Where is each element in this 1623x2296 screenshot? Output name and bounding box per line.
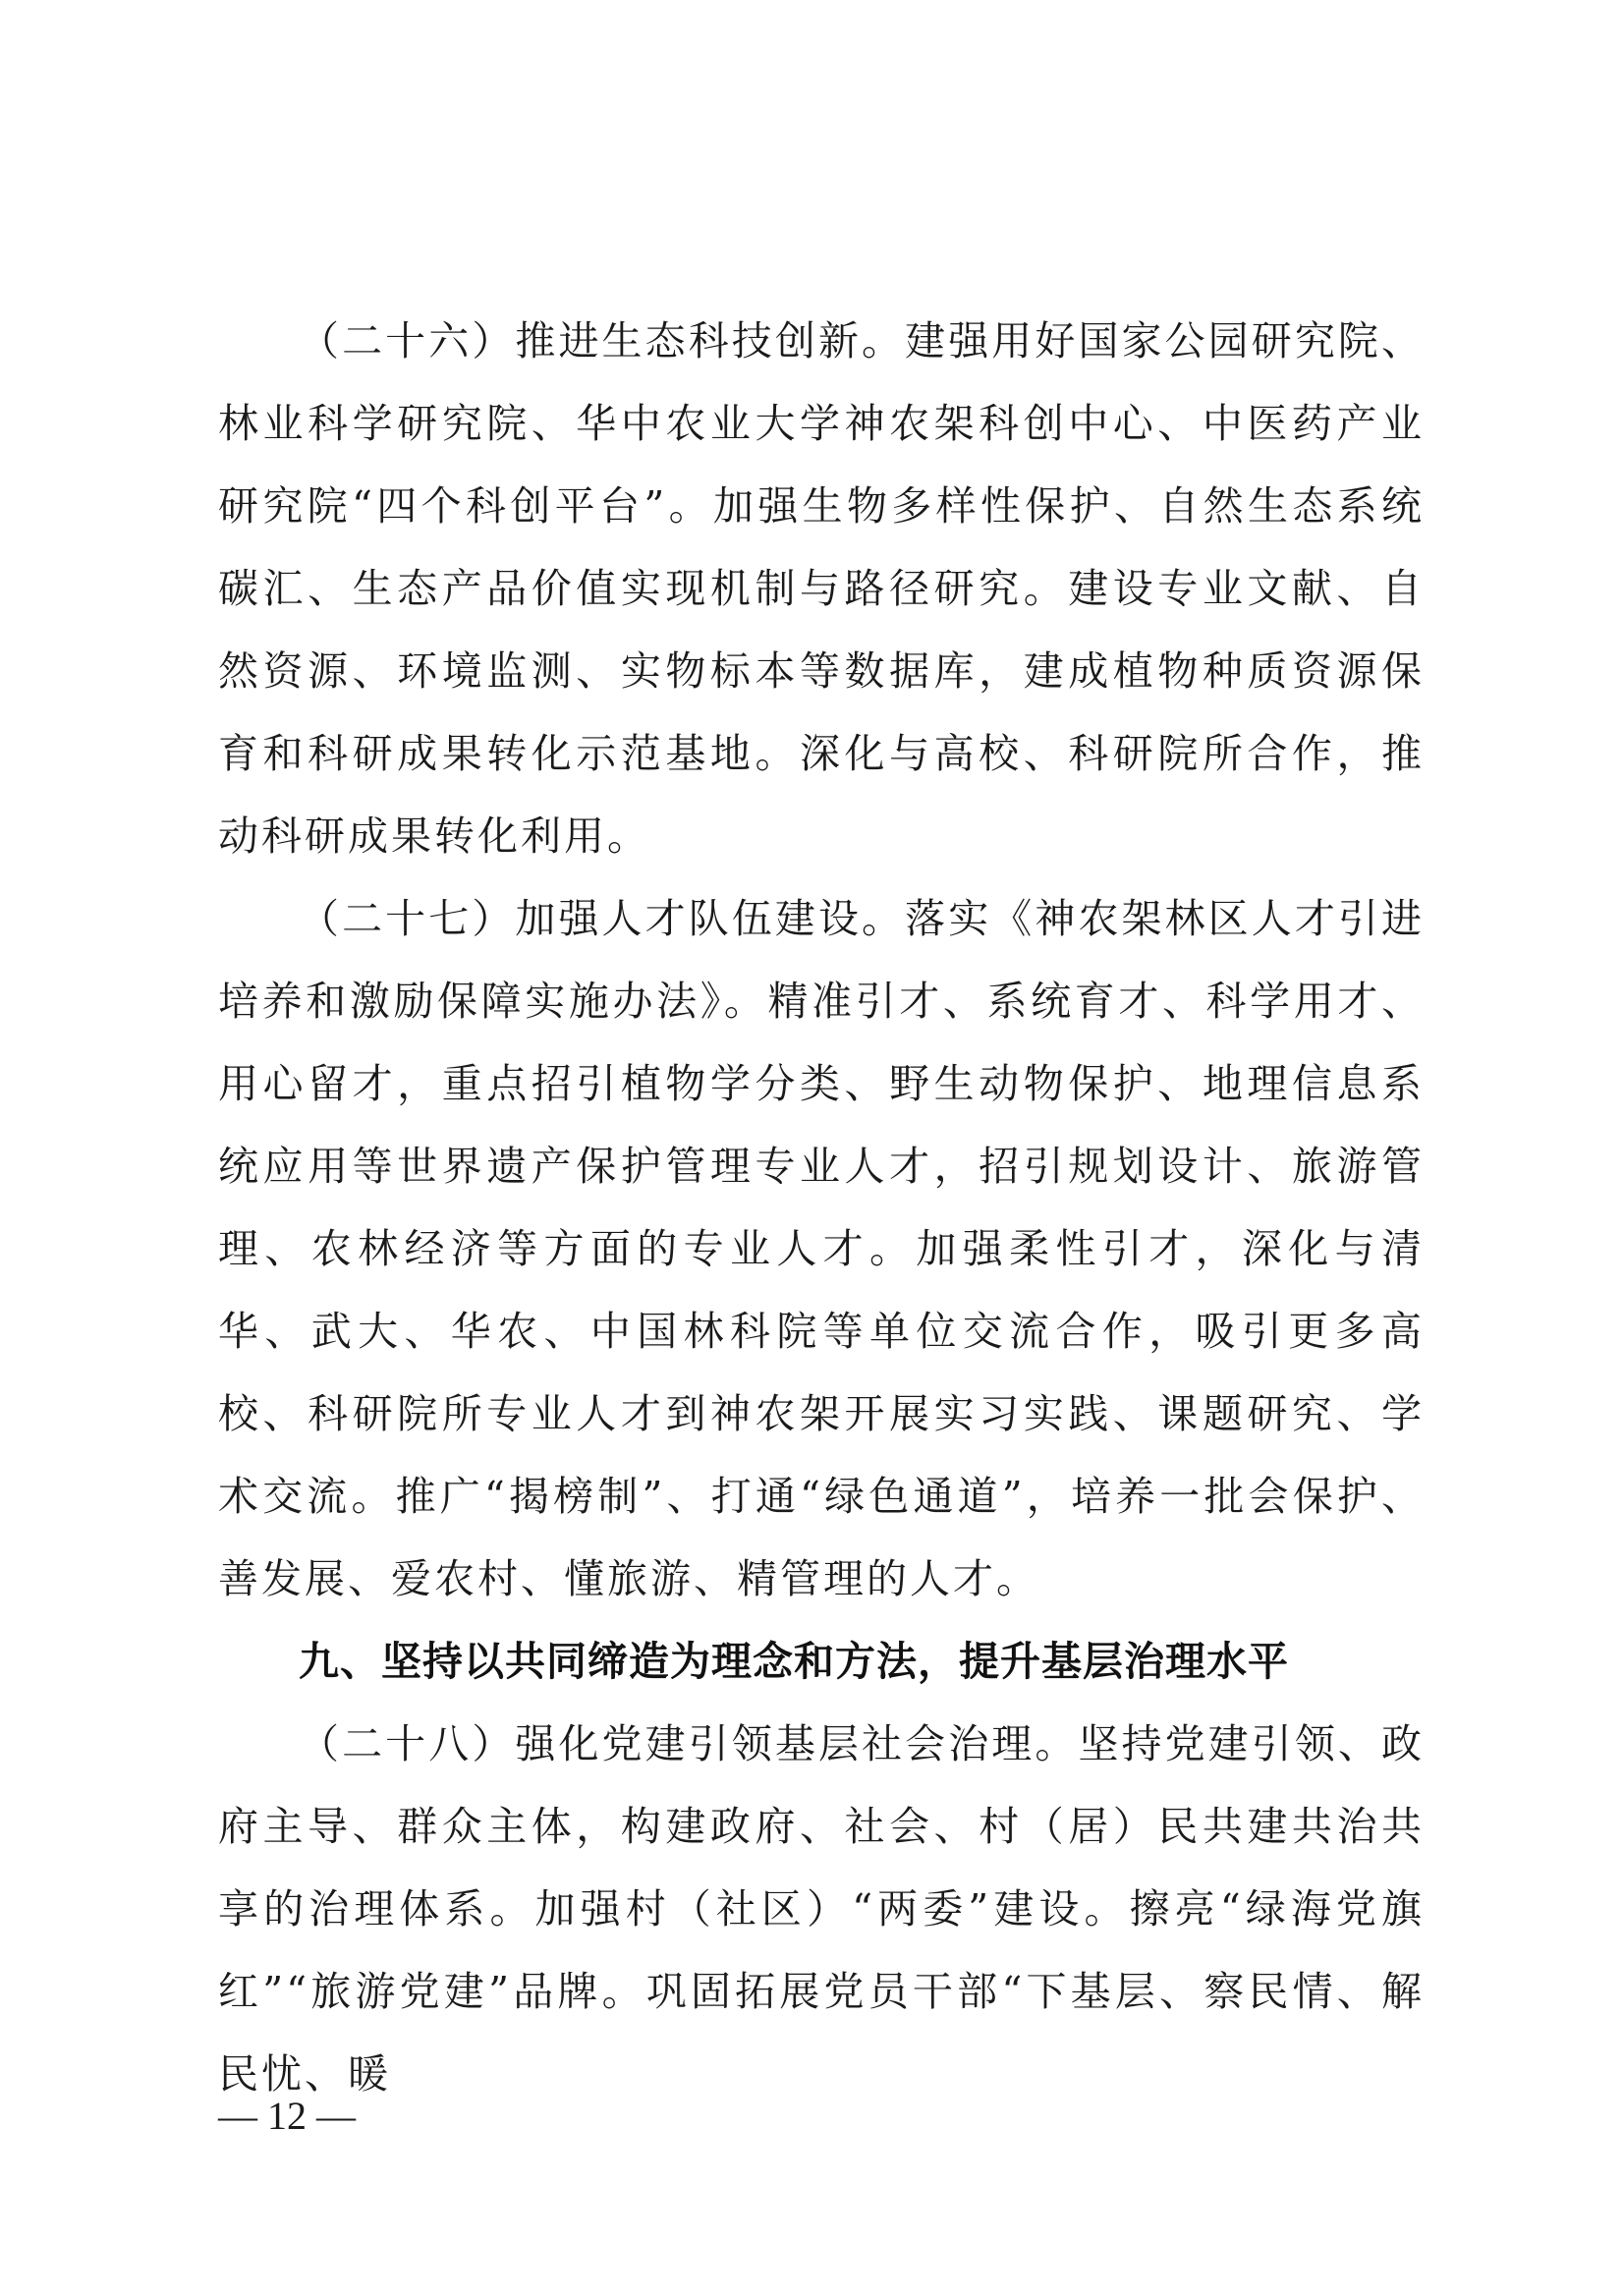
section-heading-9: 九、坚持以共同缔造为理念和方法，提升基层治理水平	[299, 1638, 1289, 1685]
document-body	[218, 300, 1425, 2115]
paragraph-26: （二十六）推进生态科技创新。建强用好国家公园研究院、林业科学研究院、华中农业大学神农架科创中心、中医药产业研究院“四个科创平台”。加强生物多样性保护、自然生态系统碳汇、生态产品价值实现机制与路径研究。建设专业文献、自然资源、环境监测、实物标本等数据库，建成植物种质资源保育和科研成果转化示范基地。深化与高校、科研院所合作，推动科研成果转化利用。	[218, 317, 1425, 860]
page-number: — 12 —	[218, 2094, 356, 2138]
paragraph-28: （二十八）强化党建引领基层社会治理。坚持党建引领、政府主导、群众主体，构建政府、社会、村（居）民共建共治共享的治理体系。加强村（社区）“两委”建设。擦亮“绿海党旗红”“旅游党建”品牌。巩固拓展党员干部“下基层、察民情、解民忧、暖	[218, 1720, 1425, 2098]
paragraph-27: （二十七）加强人才队伍建设。落实《神农架林区人才引进培养和激励保障实施办法》。精准引才、系统育才、科学用才、用心留才，重点招引植物学分类、野生动物保护、地理信息系统应用等世界遗产保护管理专业人才，招引规划设计、旅游管理、农林经济等方面的专业人才。加强柔性引才，深化与清华、武大、华农、中国林科院等单位交流合作，吸引更多高校、科研院所专业人才到神农架开展实习实践、课题研究、学术交流。推广“揭榜制”、打通“绿色通道”，培养一批会保护、善发展、爱农村、懂旅游、精管理的人才。	[218, 895, 1425, 1602]
